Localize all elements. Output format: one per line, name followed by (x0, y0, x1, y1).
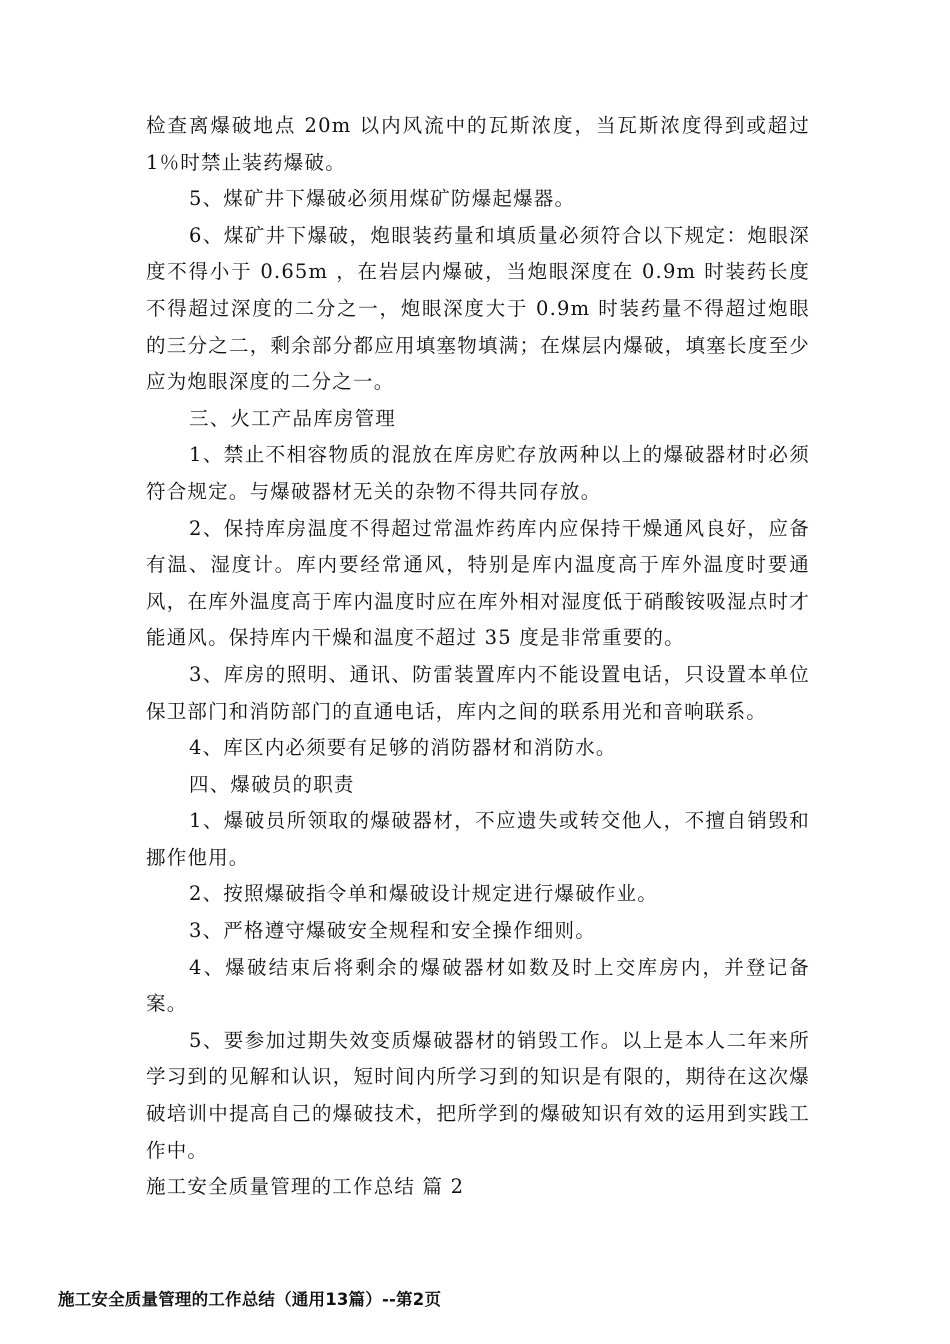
paragraph: 6、煤矿井下爆破，炮眼装药量和填质量必须符合以下规定：炮眼深度不得小于 0.65m ，在岩层内爆破，当炮眼深度在 0.9m 时装药长度不得超过深度的二分之一，炮眼深度大于 0.9m 时装药量不得超过炮眼的三分之二，剩余部分都应用填塞物填满；在煤层内爆破，填塞长度至少应为炮眼深度的二分之一。 (146, 223, 810, 394)
paragraph: 3、库房的照明、通讯、防雷装置库内不能设置电话，只设置本单位保卫部门和消防部门的直通电话，库内之间的联系用光和音响联系。 (146, 662, 810, 723)
paragraph: 2、保持库房温度不得超过常温炸药库内应保持干燥通风良好，应备有温、湿度计。库内要经常通风，特别是库内温度高于库外温度时要通风，在库外温度高于库内温度时应在库外相对湿度低于硝酸铵吸湿点时才能通风。保持库内干燥和温度不超过 35 度是非常重要的。 (146, 516, 810, 650)
section-heading: 四、爆破员的职责 (189, 772, 355, 796)
article-heading: 施工安全质量管理的工作总结 篇 2 (146, 1175, 465, 1199)
paragraph: 4、库区内必须要有足够的消防器材和消防水。 (189, 736, 617, 760)
paragraph: 检查离爆破地点 20m 以内风流中的瓦斯浓度，当瓦斯浓度得到或超过 1％时禁止装药爆破。 (146, 114, 810, 174)
paragraph: 5、煤矿井下爆破必须用煤矿防爆起爆器。 (189, 187, 576, 211)
page-footer: 施工安全质量管理的工作总结（通用13篇）--第2页 (58, 1290, 442, 1309)
paragraph: 2、按照爆破指令单和爆破设计规定进行爆破作业。 (189, 882, 659, 906)
paragraph: 3、严格遵守爆破安全规程和安全操作细则。 (189, 919, 596, 943)
paragraph: 1、禁止不相容物质的混放在库房贮存放两种以上的爆破器材时必须符合规定。与爆破器材无关的杂物不得共同存放。 (146, 443, 810, 503)
document-body (146, 108, 810, 1206)
paragraph: 4、爆破结束后将剩余的爆破器材如数及时上交库房内，并登记备案。 (146, 955, 810, 1016)
paragraph: 5、要参加过期失效变质爆破器材的销毁工作。以上是本人二年来所学习到的见解和认识，短时间内所学习到的知识是有限的，期待在这次爆破培训中提高自己的爆破技术，把所学到的爆破知识有效的运用到实践工作中。 (146, 1028, 810, 1162)
paragraph: 1、爆破员所领取的爆破器材，不应遗失或转交他人，不擅自销毁和挪作他用。 (146, 809, 810, 869)
section-heading: 三、火工产品库房管理 (189, 406, 397, 430)
